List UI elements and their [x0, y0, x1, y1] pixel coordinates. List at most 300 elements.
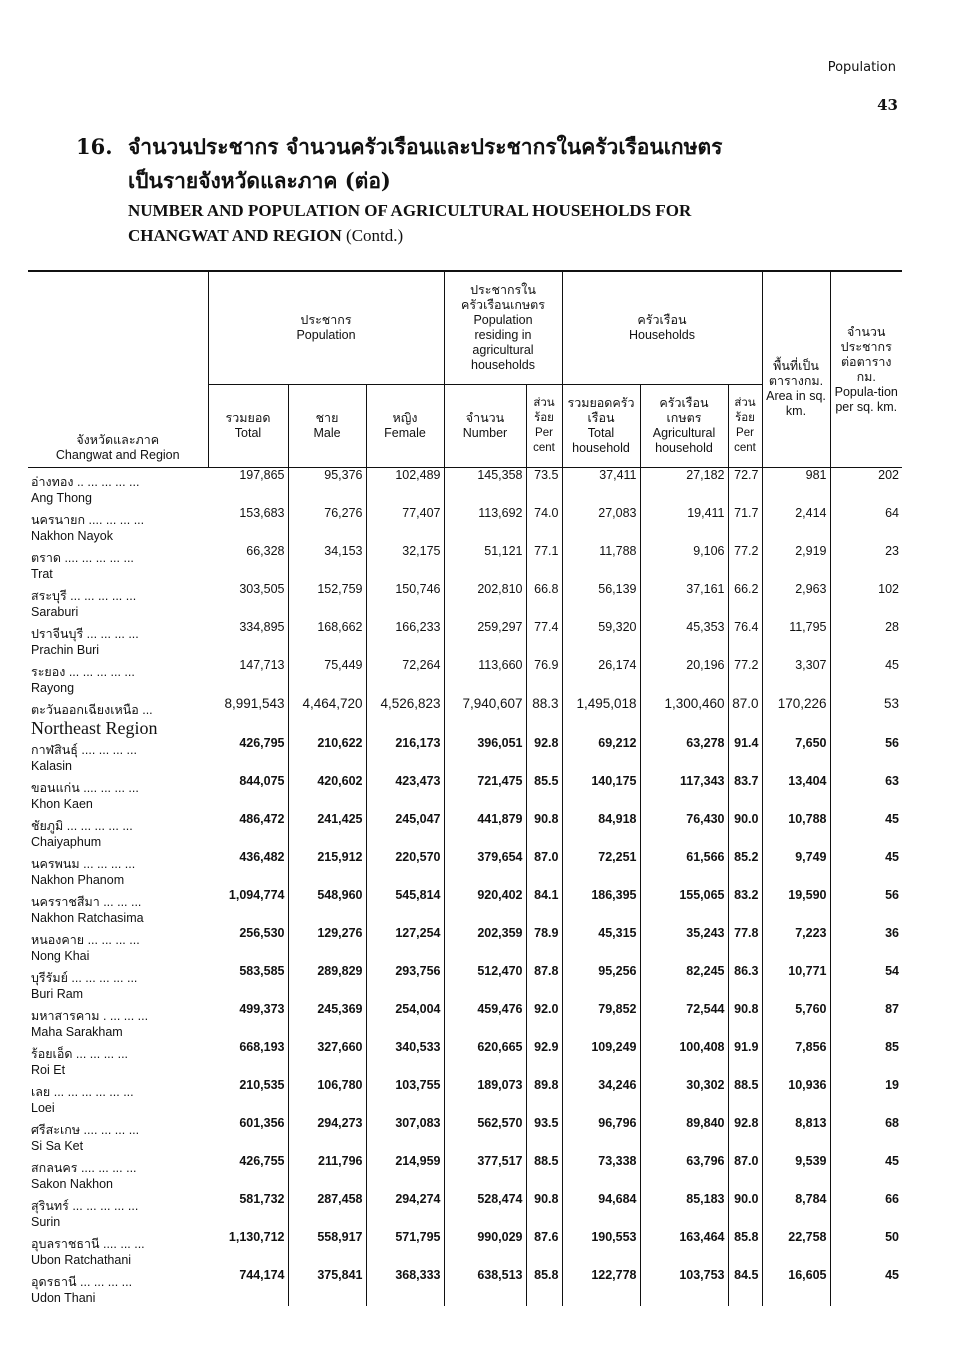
cell-agri-number: 562,570 — [444, 1116, 526, 1154]
cell-area: 2,963 — [762, 582, 830, 620]
cell-agri-number: 620,665 — [444, 1040, 526, 1078]
cell-male: 168,662 — [288, 620, 366, 658]
col-population-th: ประชากร — [300, 313, 352, 327]
cell-agri-pct: 78.9 — [526, 926, 562, 964]
row-name-english: Trat — [31, 567, 53, 581]
row-name-cell — [28, 620, 208, 658]
cell-density: 19 — [885, 1078, 899, 1092]
title-contd: (Contd.) — [346, 226, 404, 245]
row-name-cell — [28, 696, 208, 736]
cell-female: 214,959 — [366, 1154, 444, 1192]
row-name-thai: สระบุรี ... ... ... ... ... — [31, 589, 137, 603]
title-english-line2-text: CHANGWAT AND REGION — [128, 226, 342, 245]
cell-total: 581,732 — [208, 1192, 288, 1230]
cell-hh-agri: 9,106 — [640, 544, 728, 582]
table-row — [28, 582, 902, 620]
row-name-cell — [28, 1002, 208, 1040]
row-name-english: Loei — [31, 1101, 55, 1115]
cell-area: 2,414 — [762, 506, 830, 544]
row-name-thai: ตะวันออกเฉียงเหนือ ... — [31, 703, 153, 717]
cell-agri-number: 441,879 — [444, 812, 526, 850]
col-female — [366, 385, 444, 468]
cell-hh-total: 109,249 — [562, 1040, 640, 1078]
row-name-thai: ปราจีนบุรี ... ... ... ... — [31, 627, 139, 641]
table-row — [28, 1154, 902, 1192]
cell-female: 4,526,823 — [366, 696, 444, 736]
row-name-thai: สกลนคร .... ... ... ... — [31, 1161, 137, 1175]
cell-male: 75,449 — [288, 658, 366, 696]
cell-density: 50 — [885, 1230, 899, 1244]
cell-total: 1,094,774 — [208, 888, 288, 926]
cell-female: 166,233 — [366, 620, 444, 658]
col-hh-agri-th: ครัวเรือนเกษตร — [659, 396, 709, 425]
cell-hh-agri: 72,544 — [640, 1002, 728, 1040]
cell-density: 36 — [885, 926, 899, 940]
row-name-english: Saraburi — [31, 605, 79, 619]
table-row — [28, 850, 902, 888]
table-row — [28, 1116, 902, 1154]
cell-male: 152,759 — [288, 582, 366, 620]
cell-hh-pct: 85.2 — [728, 850, 762, 888]
col-hh-percent-en: Per cent — [734, 427, 756, 454]
cell-total: 153,683 — [208, 506, 288, 544]
cell-agri-pct: 87.6 — [526, 1230, 562, 1268]
cell-area: 9,749 — [762, 850, 830, 888]
table-row — [28, 888, 902, 926]
title-english-line2 — [76, 223, 896, 248]
cell-hh-pct: 83.2 — [728, 888, 762, 926]
cell-hh-agri: 103,753 — [640, 1268, 728, 1306]
col-male-en: Male — [313, 426, 341, 440]
col-hh-agri-en: Agricultural household — [652, 426, 716, 455]
row-name-cell — [28, 774, 208, 812]
row-name-thai: ศรีสะเกษ .... ... ... ... — [31, 1123, 140, 1137]
cell-female: 340,533 — [366, 1040, 444, 1078]
cell-hh-agri: 76,430 — [640, 812, 728, 850]
col-agri-pop-en: Population residing in agricultural households — [471, 313, 535, 372]
col-hh-percent-th: ส่วนร้อย — [734, 397, 756, 424]
cell-hh-total: 84,918 — [562, 812, 640, 850]
cell-agri-number: 145,358 — [444, 468, 526, 507]
table-row — [28, 1078, 902, 1116]
row-name-english: Northeast Region — [31, 718, 158, 738]
cell-area: 11,795 — [762, 620, 830, 658]
table-row — [28, 544, 902, 582]
cell-female: 102,489 — [366, 468, 444, 507]
cell-hh-agri: 27,182 — [640, 468, 728, 507]
cell-male: 211,796 — [288, 1154, 366, 1192]
col-households-group — [562, 271, 762, 385]
col-agri-number — [444, 385, 526, 468]
cell-male: 4,464,720 — [288, 696, 366, 736]
row-name-cell — [28, 1230, 208, 1268]
cell-hh-pct: 66.2 — [728, 582, 762, 620]
cell-hh-agri: 1,300,460 — [640, 696, 728, 736]
cell-area: 22,758 — [762, 1230, 830, 1268]
cell-density: 28 — [885, 620, 899, 634]
col-region-en: Changwat and Region — [55, 448, 180, 462]
cell-density: 87 — [885, 1002, 899, 1016]
col-area-en: Area in sq. km. — [766, 388, 826, 418]
col-agri-pop-th2: ครัวเรือนเกษตร — [460, 298, 546, 312]
cell-hh-pct: 84.5 — [728, 1268, 762, 1306]
title-thai-line2: เป็นรายจังหวัดและภาค (ต่อ) — [128, 168, 391, 193]
cell-total: 197,865 — [208, 468, 288, 507]
row-name-thai: นครนายก .... ... ... ... — [31, 513, 145, 527]
cell-area: 9,539 — [762, 1154, 830, 1192]
row-name-thai: นครพนม ... ... ... ... — [31, 857, 136, 871]
cell-agri-number: 202,810 — [444, 582, 526, 620]
col-density — [830, 271, 902, 468]
cell-male: 210,622 — [288, 736, 366, 774]
title-thai-line1: จำนวนประชากร จำนวนครัวเรือนและประชากรในครัวเรือนเกษตร — [128, 134, 723, 159]
cell-agri-pct: 88.5 — [526, 1154, 562, 1192]
col-hh-pct — [728, 385, 762, 468]
table-body — [28, 468, 902, 1307]
cell-agri-number: 379,654 — [444, 850, 526, 888]
cell-hh-total: 140,175 — [562, 774, 640, 812]
cell-area: 16,605 — [762, 1268, 830, 1306]
cell-density: 53 — [883, 696, 899, 711]
table-row — [28, 964, 902, 1002]
cell-hh-total: 11,788 — [562, 544, 640, 582]
row-name-cell — [28, 1154, 208, 1192]
cell-male: 289,829 — [288, 964, 366, 1002]
row-name-thai: บุรีรัมย์ ... ... ... ... ... — [31, 971, 138, 985]
cell-agri-number: 920,402 — [444, 888, 526, 926]
cell-total: 66,328 — [208, 544, 288, 582]
cell-agri-number: 51,121 — [444, 544, 526, 582]
table-row — [28, 812, 902, 850]
cell-area: 19,590 — [762, 888, 830, 926]
cell-total: 583,585 — [208, 964, 288, 1002]
cell-area: 170,226 — [762, 696, 830, 736]
row-name-english: Ubon Ratchathani — [31, 1253, 132, 1267]
cell-female: 294,274 — [366, 1192, 444, 1230]
col-total-th: รวมยอด — [225, 411, 271, 425]
cell-agri-pct: 87.0 — [526, 850, 562, 888]
cell-hh-pct: 90.8 — [728, 1002, 762, 1040]
cell-agri-pct: 93.5 — [526, 1116, 562, 1154]
cell-total: 426,795 — [208, 736, 288, 774]
table-row — [28, 1192, 902, 1230]
cell-hh-total: 56,139 — [562, 582, 640, 620]
row-name-english: Nakhon Nayok — [31, 529, 113, 543]
col-region-th: จังหวัดและภาค — [76, 433, 160, 447]
row-name-thai: อุดรธานี ... ... ... ... — [31, 1275, 133, 1289]
cell-agri-number: 377,517 — [444, 1154, 526, 1192]
cell-total: 844,075 — [208, 774, 288, 812]
population-table — [28, 270, 902, 1306]
col-hh-total-th: รวมยอดครัวเรือน — [567, 396, 635, 425]
cell-agri-pct: 77.4 — [526, 620, 562, 658]
cell-hh-agri: 117,343 — [640, 774, 728, 812]
cell-male: 327,660 — [288, 1040, 366, 1078]
table-row — [28, 468, 902, 507]
cell-female: 293,756 — [366, 964, 444, 1002]
cell-agri-number: 259,297 — [444, 620, 526, 658]
cell-hh-agri: 35,243 — [640, 926, 728, 964]
col-population-group — [208, 271, 444, 385]
cell-total: 256,530 — [208, 926, 288, 964]
row-name-cell — [28, 658, 208, 696]
cell-hh-agri: 163,464 — [640, 1230, 728, 1268]
cell-density: 45 — [885, 850, 899, 864]
cell-hh-pct: 90.0 — [728, 812, 762, 850]
col-female-th: หญิง — [392, 411, 418, 425]
cell-female: 368,333 — [366, 1268, 444, 1306]
cell-area: 3,307 — [762, 658, 830, 696]
row-name-thai: นครราชสีมา ... ... ... — [31, 895, 142, 909]
cell-male: 294,273 — [288, 1116, 366, 1154]
cell-female: 216,173 — [366, 736, 444, 774]
running-head: Population — [827, 60, 896, 75]
cell-agri-number: 721,475 — [444, 774, 526, 812]
col-male-th: ชาย — [315, 411, 339, 425]
cell-male: 245,369 — [288, 1002, 366, 1040]
row-name-cell — [28, 812, 208, 850]
cell-agri-number: 638,513 — [444, 1268, 526, 1306]
row-name-thai: ระยอง ... ... ... ... ... — [31, 665, 135, 679]
cell-male: 548,960 — [288, 888, 366, 926]
cell-agri-pct: 89.8 — [526, 1078, 562, 1116]
cell-hh-pct: 77.2 — [728, 544, 762, 582]
cell-area: 981 — [762, 468, 830, 507]
cell-hh-agri: 63,278 — [640, 736, 728, 774]
cell-area: 7,856 — [762, 1040, 830, 1078]
table-row — [28, 506, 902, 544]
cell-total: 1,130,712 — [208, 1230, 288, 1268]
col-agri-pop-group — [444, 271, 562, 385]
col-total — [208, 385, 288, 468]
cell-hh-agri: 37,161 — [640, 582, 728, 620]
cell-female: 32,175 — [366, 544, 444, 582]
cell-agri-number: 512,470 — [444, 964, 526, 1002]
col-hh-total-en: Total household — [572, 426, 630, 455]
cell-hh-total: 122,778 — [562, 1268, 640, 1306]
cell-agri-pct: 66.8 — [526, 582, 562, 620]
cell-agri-number: 528,474 — [444, 1192, 526, 1230]
cell-total: 436,482 — [208, 850, 288, 888]
cell-total: 147,713 — [208, 658, 288, 696]
cell-hh-total: 45,315 — [562, 926, 640, 964]
col-agri-pct — [526, 385, 562, 468]
cell-hh-pct: 90.0 — [728, 1192, 762, 1230]
cell-hh-agri: 20,196 — [640, 658, 728, 696]
row-name-cell — [28, 888, 208, 926]
cell-female: 220,570 — [366, 850, 444, 888]
cell-hh-pct: 72.7 — [728, 468, 762, 507]
cell-female: 103,755 — [366, 1078, 444, 1116]
cell-hh-total: 79,852 — [562, 1002, 640, 1040]
cell-hh-pct: 91.4 — [728, 736, 762, 774]
cell-density: 45 — [885, 812, 899, 826]
cell-total: 744,174 — [208, 1268, 288, 1306]
cell-hh-pct: 87.0 — [728, 696, 762, 736]
page-number: 43 — [877, 96, 898, 114]
cell-density: 102 — [878, 582, 899, 596]
cell-hh-total: 96,796 — [562, 1116, 640, 1154]
cell-male: 420,602 — [288, 774, 366, 812]
row-name-thai: ร้อยเอ็ด ... ... ... ... — [31, 1047, 129, 1061]
row-name-english: Udon Thani — [31, 1291, 96, 1305]
title-thai — [76, 130, 896, 198]
col-density-th: จำนวนประชากรต่อตารางกม. — [840, 324, 892, 384]
cell-female: 127,254 — [366, 926, 444, 964]
cell-female: 245,047 — [366, 812, 444, 850]
cell-hh-total: 27,083 — [562, 506, 640, 544]
cell-agri-pct: 74.0 — [526, 506, 562, 544]
row-name-english: Kalasin — [31, 759, 72, 773]
cell-density: 54 — [885, 964, 899, 978]
cell-density: 63 — [885, 774, 899, 788]
cell-agri-pct: 92.0 — [526, 1002, 562, 1040]
table-title — [76, 130, 896, 248]
row-name-english: Ang Thong — [31, 491, 92, 505]
col-area — [762, 271, 830, 468]
cell-male: 215,912 — [288, 850, 366, 888]
title-english-line1: NUMBER AND POPULATION OF AGRICULTURAL HOUSEHOLDS FOR — [128, 201, 692, 220]
cell-female: 150,746 — [366, 582, 444, 620]
row-name-cell — [28, 850, 208, 888]
row-name-cell — [28, 1268, 208, 1306]
table-number: 16. — [76, 134, 113, 159]
row-name-thai: หนองคาย ... ... ... ... — [31, 933, 140, 947]
region-row — [28, 696, 902, 736]
cell-agri-pct: 76.9 — [526, 658, 562, 696]
cell-area: 7,650 — [762, 736, 830, 774]
cell-hh-agri: 100,408 — [640, 1040, 728, 1078]
cell-female: 423,473 — [366, 774, 444, 812]
col-area-th: พื้นที่เป็นตารางกม. — [768, 358, 824, 388]
table-row — [28, 658, 902, 696]
cell-hh-agri: 63,796 — [640, 1154, 728, 1192]
cell-hh-agri: 30,302 — [640, 1078, 728, 1116]
col-female-en: Female — [384, 426, 426, 440]
cell-male: 375,841 — [288, 1268, 366, 1306]
cell-area: 8,784 — [762, 1192, 830, 1230]
cell-hh-pct: 71.7 — [728, 506, 762, 544]
cell-female: 545,814 — [366, 888, 444, 926]
cell-total: 426,755 — [208, 1154, 288, 1192]
table-row — [28, 620, 902, 658]
cell-area: 7,223 — [762, 926, 830, 964]
row-name-thai: กาฬสินธุ์ .... ... ... ... — [31, 743, 137, 757]
cell-hh-total: 37,411 — [562, 468, 640, 507]
table-row — [28, 774, 902, 812]
col-density-en: Popula-tion per sq. km. — [834, 384, 898, 414]
cell-agri-pct: 88.3 — [526, 696, 562, 736]
cell-hh-pct: 91.9 — [728, 1040, 762, 1078]
cell-female: 72,264 — [366, 658, 444, 696]
row-name-cell — [28, 1078, 208, 1116]
cell-hh-total: 69,212 — [562, 736, 640, 774]
cell-agri-number: 113,660 — [444, 658, 526, 696]
cell-hh-agri: 19,411 — [640, 506, 728, 544]
cell-male: 287,458 — [288, 1192, 366, 1230]
row-name-thai: อ่างทอง .. ... ... ... ... — [31, 475, 140, 489]
row-name-thai: อุบลราชธานี .... ... ... — [31, 1237, 145, 1251]
cell-density: 68 — [885, 1116, 899, 1130]
cell-male: 241,425 — [288, 812, 366, 850]
cell-hh-agri: 155,065 — [640, 888, 728, 926]
cell-hh-total: 186,395 — [562, 888, 640, 926]
cell-density: 66 — [885, 1192, 899, 1206]
cell-density: 45 — [885, 658, 899, 672]
col-male — [288, 385, 366, 468]
cell-density: 56 — [885, 736, 899, 750]
row-name-cell — [28, 506, 208, 544]
cell-hh-total: 190,553 — [562, 1230, 640, 1268]
cell-agri-number: 396,051 — [444, 736, 526, 774]
cell-male: 558,917 — [288, 1230, 366, 1268]
row-name-english: Maha Sarakham — [31, 1025, 123, 1039]
cell-hh-pct: 77.8 — [728, 926, 762, 964]
col-percent-en: Per cent — [533, 427, 555, 454]
row-name-cell — [28, 468, 208, 507]
row-name-english: Sakon Nakhon — [31, 1177, 114, 1191]
row-name-cell — [28, 1116, 208, 1154]
row-name-thai: ชัยภูมิ ... ... ... ... ... — [31, 819, 133, 833]
col-population-en: Population — [296, 328, 356, 342]
cell-total: 486,472 — [208, 812, 288, 850]
cell-area: 10,788 — [762, 812, 830, 850]
cell-male: 129,276 — [288, 926, 366, 964]
cell-area: 8,813 — [762, 1116, 830, 1154]
row-name-cell — [28, 926, 208, 964]
cell-hh-agri: 82,245 — [640, 964, 728, 1002]
row-name-english: Surin — [31, 1215, 61, 1229]
cell-agri-number: 189,073 — [444, 1078, 526, 1116]
table-header — [28, 271, 902, 468]
row-name-cell — [28, 964, 208, 1002]
cell-hh-total: 34,246 — [562, 1078, 640, 1116]
col-hh-total — [562, 385, 640, 468]
cell-hh-pct: 86.3 — [728, 964, 762, 1002]
cell-hh-total: 59,320 — [562, 620, 640, 658]
cell-hh-agri: 89,840 — [640, 1116, 728, 1154]
row-name-english: Roi Et — [31, 1063, 66, 1077]
cell-area: 5,760 — [762, 1002, 830, 1040]
cell-agri-pct: 87.8 — [526, 964, 562, 1002]
cell-female: 307,083 — [366, 1116, 444, 1154]
cell-male: 34,153 — [288, 544, 366, 582]
cell-hh-total: 95,256 — [562, 964, 640, 1002]
cell-agri-pct: 85.8 — [526, 1268, 562, 1306]
col-households-en: Households — [628, 328, 695, 342]
cell-area: 10,771 — [762, 964, 830, 1002]
cell-male: 106,780 — [288, 1078, 366, 1116]
col-percent-th: ส่วนร้อย — [533, 397, 555, 424]
cell-total: 601,356 — [208, 1116, 288, 1154]
row-name-english: Prachin Buri — [31, 643, 100, 657]
row-name-cell — [28, 544, 208, 582]
cell-agri-number: 7,940,607 — [444, 696, 526, 736]
row-name-thai: ขอนแก่น .... ... ... ... — [31, 781, 139, 795]
table-row — [28, 1230, 902, 1268]
row-name-english: Nong Khai — [31, 949, 90, 963]
row-name-english: Chaiyaphum — [31, 835, 102, 849]
row-name-thai: มหาสารคาม . ... ... ... — [31, 1009, 149, 1023]
cell-hh-pct: 77.2 — [728, 658, 762, 696]
cell-hh-agri: 45,353 — [640, 620, 728, 658]
cell-hh-agri: 85,183 — [640, 1192, 728, 1230]
cell-agri-pct: 92.8 — [526, 736, 562, 774]
row-name-thai: ตราด .... ... ... ... ... — [31, 551, 134, 565]
cell-female: 77,407 — [366, 506, 444, 544]
cell-density: 85 — [885, 1040, 899, 1054]
col-region — [28, 271, 208, 468]
